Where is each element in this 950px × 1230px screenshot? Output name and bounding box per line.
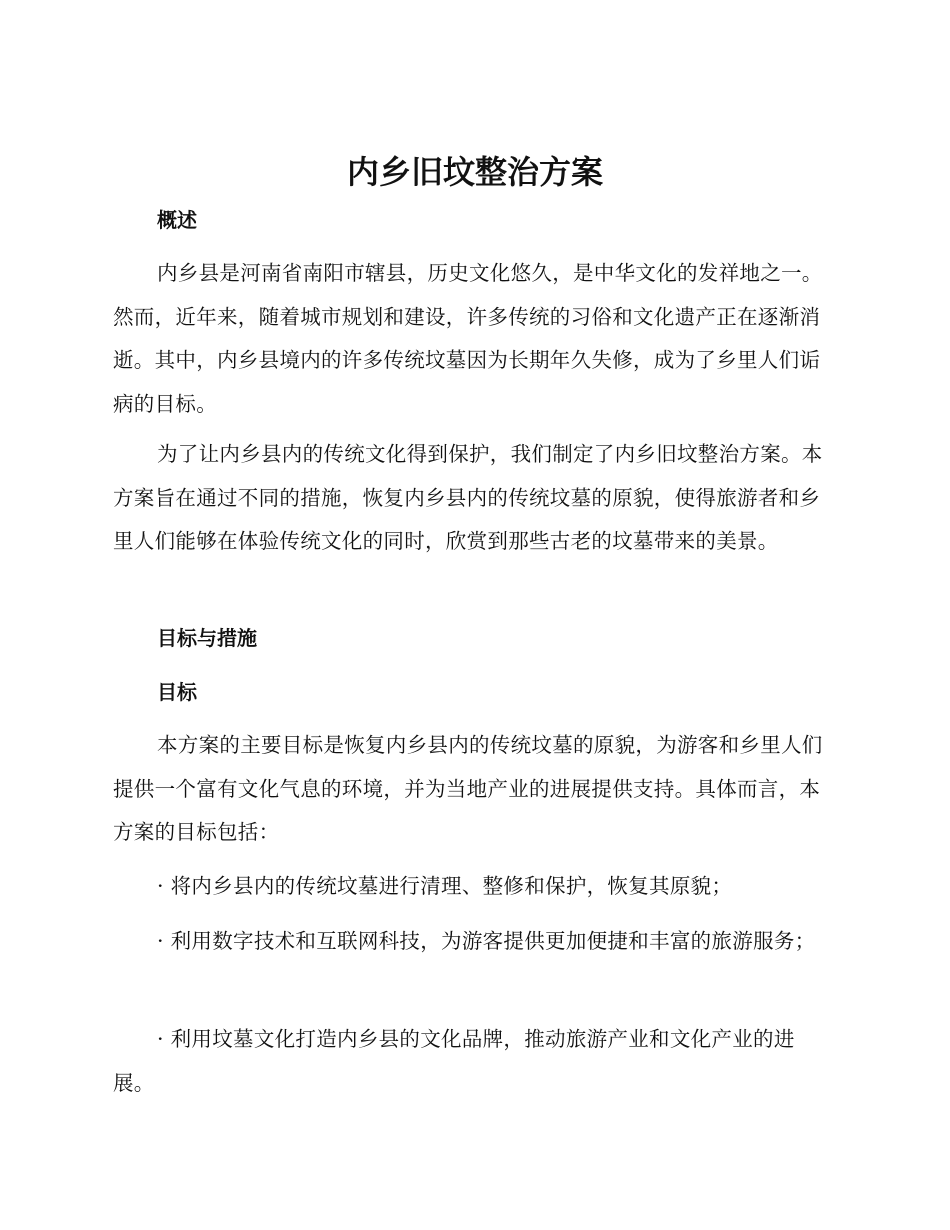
- section-heading-goals: 目标: [157, 680, 197, 704]
- section-heading-goals-measures: 目标与措施: [157, 626, 257, 650]
- paragraph-overview-2: 为了让内乡县内的传统文化得到保护，我们制定了内乡旧坟整治方案。本方案旨在通过不同的措施，恢复内乡县内的传统坟墓的原貌，使得旅游者和乡里人们能够在体验传统文化的同时，欣赏到那些古老的坟墓带来的美景。: [113, 442, 823, 553]
- document-title: 内乡旧坟整治方案: [346, 153, 603, 191]
- bullet-item-3: · 利用坟墓文化打造内乡县的文化品牌，推动旅游产业和文化产业的进展。: [113, 1027, 795, 1095]
- bullet-item-2: · 利用数字技术和互联网科技，为游客提供更加便捷和丰富的旅游服务；: [157, 929, 816, 953]
- paragraph-overview-1: 内乡县是河南省南阳市辖县，历史文化悠久，是中华文化的发祥地之一。然而，近年来，随着城市规划和建设，许多传统的习俗和文化遗产正在逐渐消逝。其中，内乡县境内的许多传统坟墓因为长期年久失修，成为了乡里人们诟病的目标。: [113, 261, 823, 416]
- section-heading-overview: 概述: [157, 208, 197, 232]
- bullet-item-1: · 将内乡县内的传统坟墓进行清理、整修和保护，恢复其原貌；: [157, 874, 733, 898]
- paragraph-goals-1: 本方案的主要目标是恢复内乡县内的传统坟墓的原貌，为游客和乡里人们提供一个富有文化气息的环境，并为当地产业的进展提供支持。具体而言，本方案的目标包括：: [113, 733, 823, 844]
